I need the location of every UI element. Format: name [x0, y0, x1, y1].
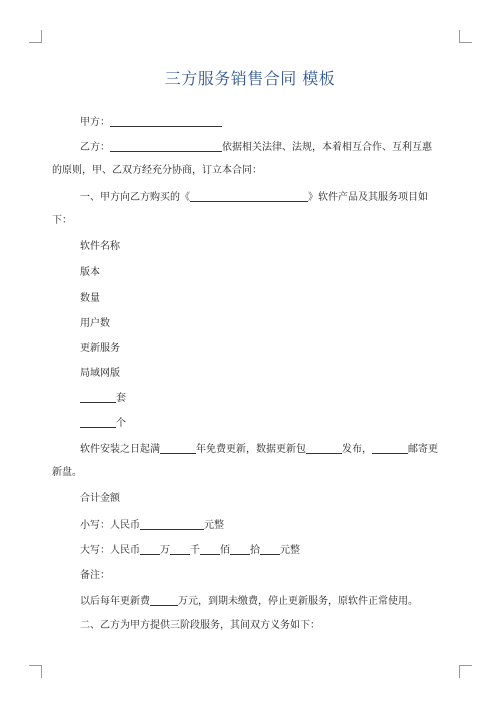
- item-user-count: 用户数: [80, 318, 110, 329]
- free-years-blank[interactable]: [160, 442, 196, 454]
- piece-count-blank[interactable]: [80, 416, 116, 428]
- mail-method-blank[interactable]: [372, 442, 408, 454]
- party-b-line: [80, 140, 432, 155]
- yuan-blank[interactable]: [260, 543, 280, 555]
- set-unit: 套: [116, 393, 126, 404]
- party-a-label: 甲方：: [80, 117, 110, 128]
- document-title: 三方服务销售合同 模板: [164, 69, 336, 88]
- bai-unit: 佰: [220, 545, 230, 556]
- intro-continuation: 的原则，甲、乙双方经充分协商，订立本合同：: [52, 165, 262, 176]
- shi-blank[interactable]: [230, 543, 250, 555]
- qian-blank[interactable]: [170, 543, 190, 555]
- wan-unit: 万: [160, 545, 170, 556]
- install-line: [80, 442, 438, 457]
- qian-unit: 千: [190, 545, 200, 556]
- bai-blank[interactable]: [200, 543, 220, 555]
- clause-1-text-b: 》软件产品及其服务项目如: [308, 192, 428, 203]
- set-count-blank[interactable]: [80, 391, 116, 403]
- install-text-a: 软件安装之日起满: [80, 444, 160, 455]
- intro-text: 依据相关法律、法规，本着相互合作、互利互惠: [222, 142, 432, 153]
- clause-2-line: 二、乙方为甲方提供三阶段服务，其间双方义务如下：: [80, 620, 320, 631]
- amount-lowercase-label: 小写：人民币: [80, 520, 140, 531]
- note-text-b: 万元，到期未缴费，停止更新服务，原软件正常使用。: [178, 596, 418, 607]
- party-b-label: 乙方：: [80, 142, 110, 153]
- note-label: 备注：: [80, 570, 110, 581]
- install-text-b: 年免费更新，数据更新包: [196, 444, 306, 455]
- clause-1-line: [80, 190, 428, 205]
- item-update-service: 更新服务: [80, 343, 120, 354]
- amount-lowercase-line: [80, 518, 224, 533]
- item-software-name: 软件名称: [80, 241, 120, 252]
- piece-count-line: [80, 416, 126, 431]
- amount-lowercase-blank[interactable]: [140, 518, 204, 530]
- clause-1-continuation: 下：: [52, 215, 72, 226]
- crop-mark-top-left: [29, 30, 42, 43]
- crop-mark-bottom-right: [459, 665, 472, 678]
- amount-uppercase-line: [80, 543, 300, 558]
- party-b-blank[interactable]: [110, 140, 222, 152]
- set-count-line: [80, 391, 126, 406]
- party-a-line: [80, 115, 222, 130]
- crop-mark-top-right: [459, 30, 472, 43]
- note-text-a: 以后每年更新费: [80, 596, 150, 607]
- install-text-d: 邮寄更: [408, 444, 438, 455]
- yuan-zheng-unit: 元整: [280, 545, 300, 556]
- shi-unit: 拾: [250, 545, 260, 556]
- total-label: 合计金额: [80, 493, 120, 504]
- update-cycle-blank[interactable]: [306, 442, 342, 454]
- item-version: 版本: [80, 267, 100, 278]
- party-a-blank[interactable]: [110, 115, 222, 127]
- product-name-blank[interactable]: [190, 190, 308, 202]
- clause-1-text-a: 一、甲方向乙方购买的《: [80, 192, 190, 203]
- amount-uppercase-label: 大写：人民币: [80, 545, 140, 556]
- annual-fee-blank[interactable]: [150, 594, 178, 606]
- note-line: [80, 594, 418, 609]
- piece-unit: 个: [116, 418, 126, 429]
- crop-mark-bottom-left: [29, 665, 42, 678]
- install-continuation: 新盘。: [52, 467, 82, 478]
- item-quantity: 数量: [80, 293, 100, 304]
- item-lan-edition: 局域网版: [80, 368, 120, 379]
- wan-blank[interactable]: [140, 543, 160, 555]
- amount-lowercase-unit: 元整: [204, 520, 224, 531]
- install-text-c: 发布，: [342, 444, 372, 455]
